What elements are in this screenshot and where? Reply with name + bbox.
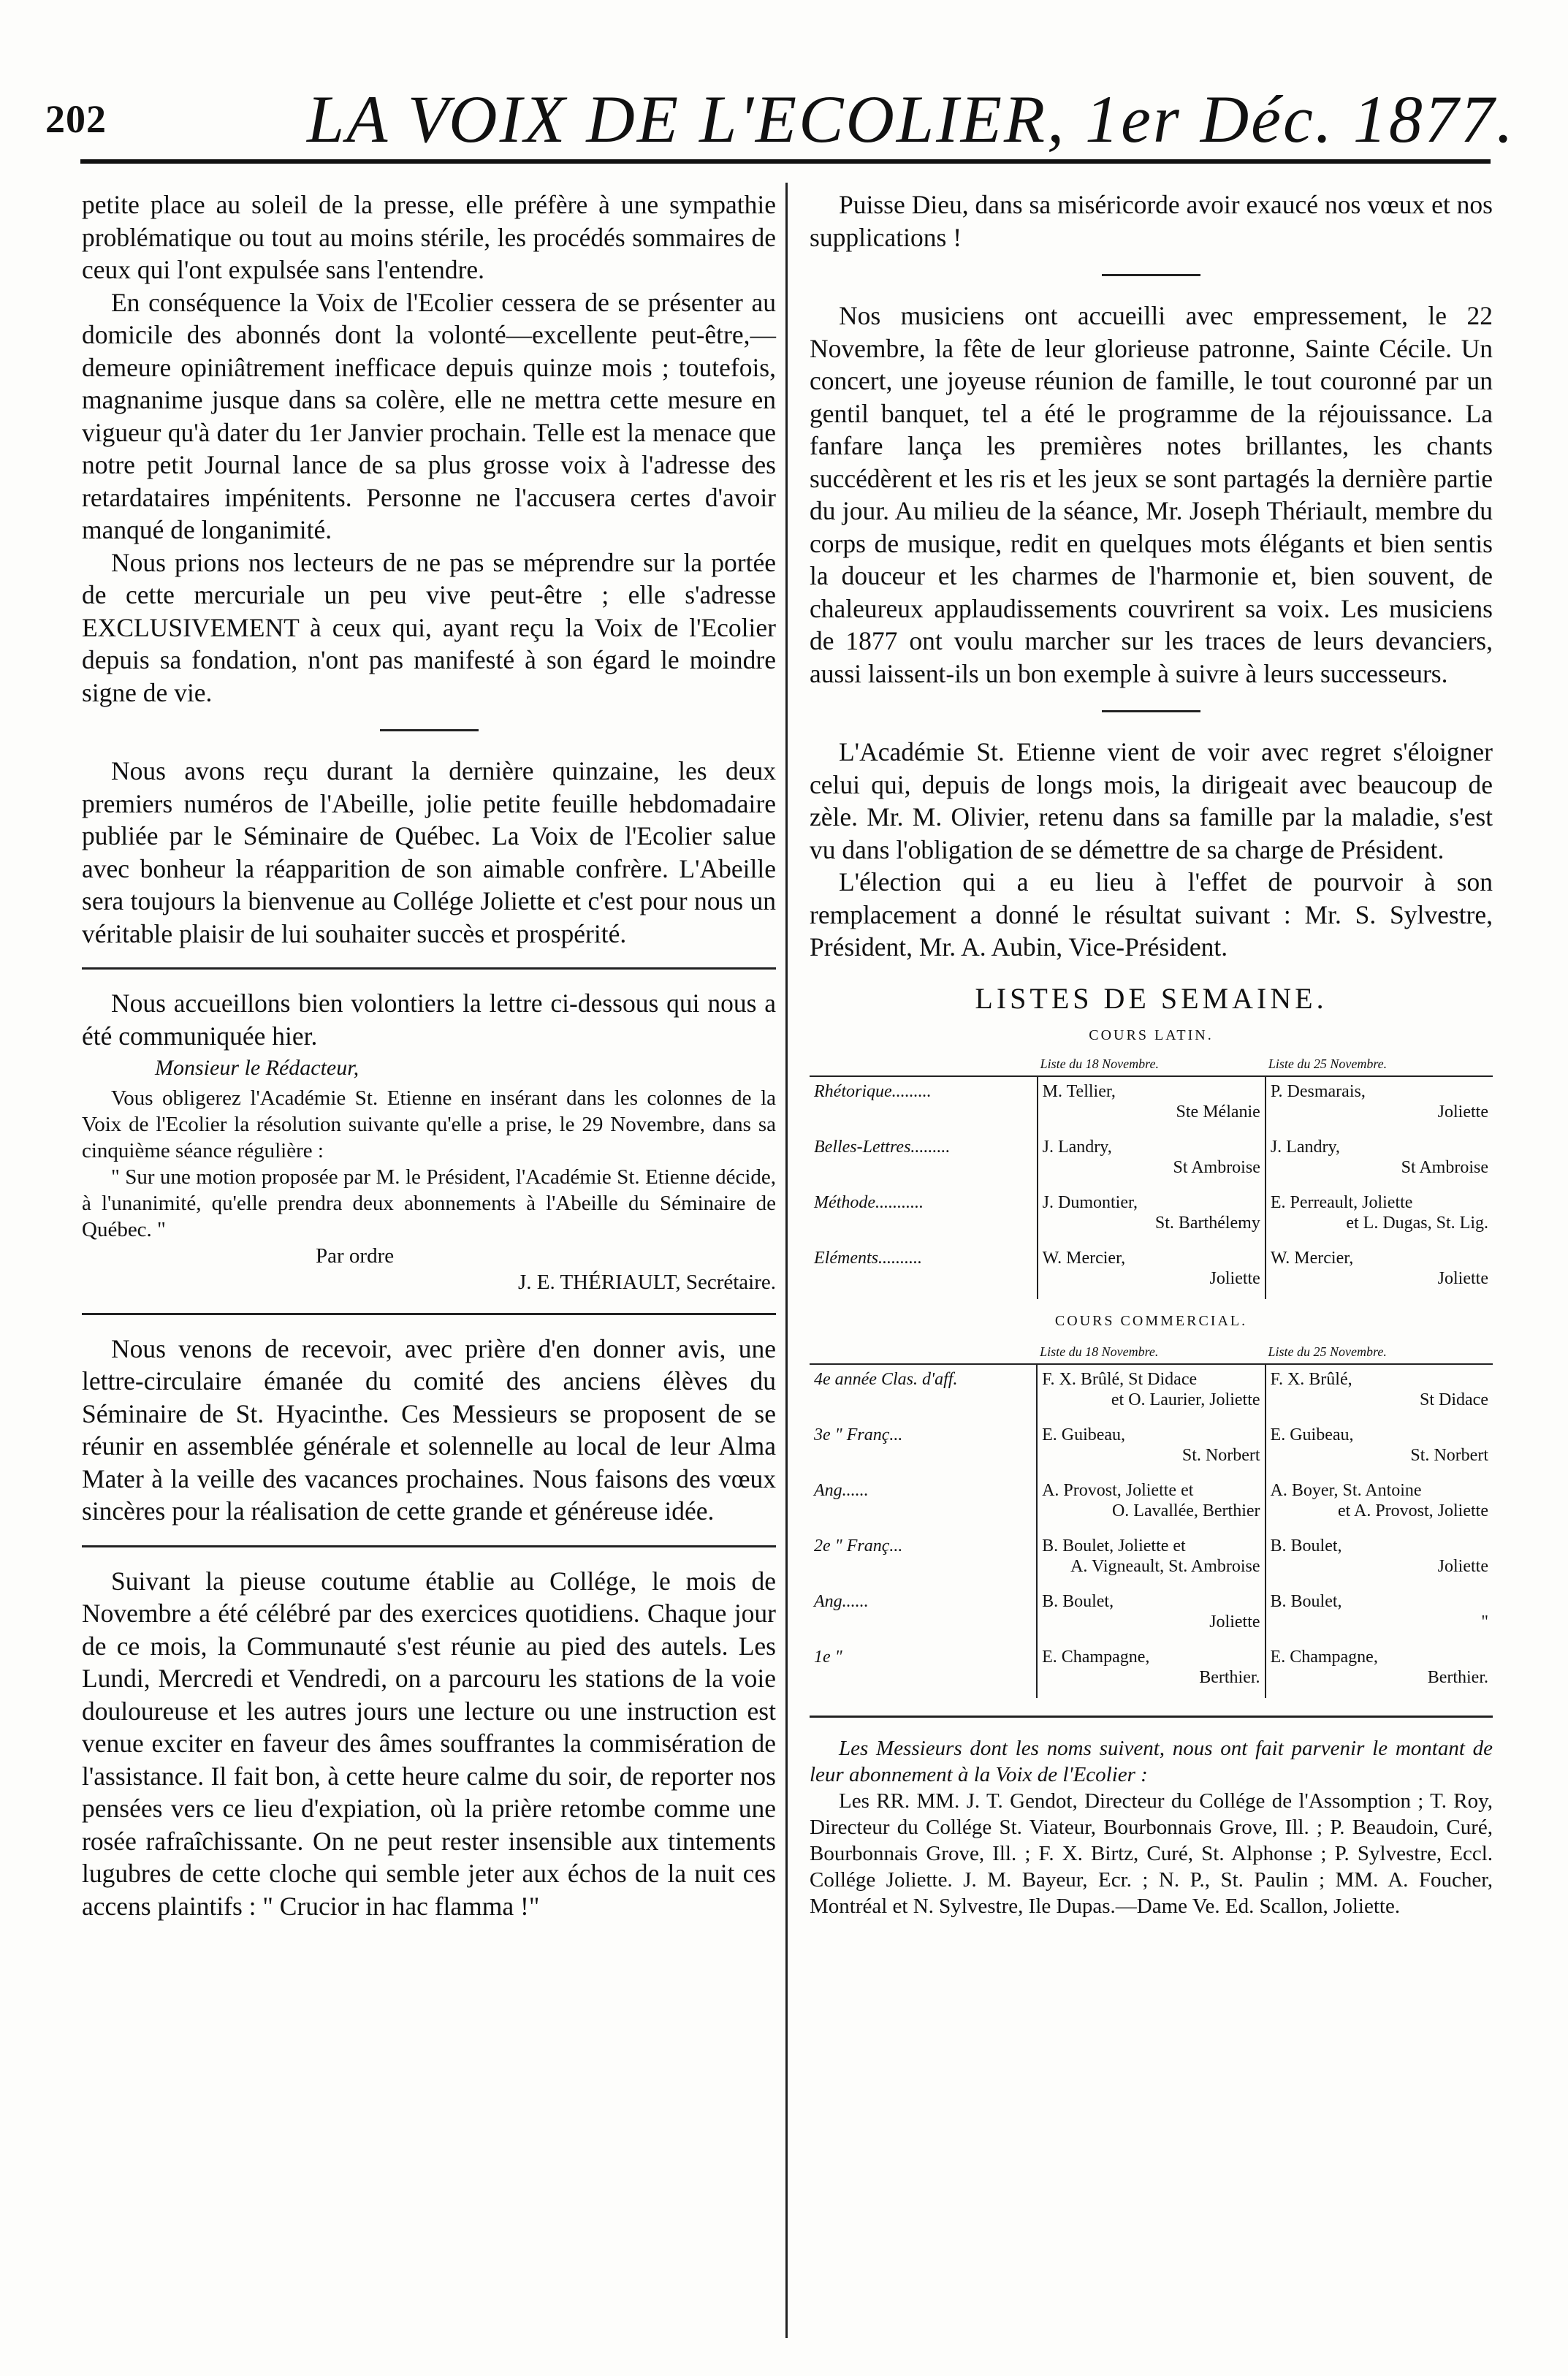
table-row (810, 1188, 1493, 1244)
student-name: E. Guibeau, (1042, 1425, 1126, 1444)
listes-title: LISTES DE SEMAINE. (975, 981, 1328, 1015)
table-header: Liste du 25 Novembre. (1266, 1340, 1493, 1364)
letter-signature: J. E. THÉRIAULT, Secrétaire. (517, 1270, 776, 1294)
table-row (810, 1642, 1493, 1698)
table-row (810, 1076, 1493, 1132)
article-text: Nos musiciens ont accueilli avec empressement, le 22 Novembre, la fête de leur glorieuse patronne, Sainte Cécile. Un concert, une joyeuse réunion de famille, le tout couronné par un gentil banquet, tel a été le programme de la réjouissance. La fanfare lança les premières notes brillantes, les chants succédèrent et les ris et les jeux se sont partagés la dernière partie du jour. Au milieu de la séance, Mr. Joseph Thériault, membre du corps de musique, redit en quelques mots élégants et bien sentis la douceur et les charmes de l'harmonie et, bien souvent, de chaleureux applaudissements couvrirent sa voix. Les musiciens de 1877 ont voulu marcher sur les traces de leurs devanciers, aussi laissent-ils un bon exemple à suivre à leurs successeurs. (810, 301, 1493, 688)
abonnement-intro: Les Messieurs dont les noms suivent, nous ont fait parvenir le montant de leur abonnement à la Voix de l'Ecolier : (810, 1737, 1493, 1786)
student-name: E. Guibeau, (1270, 1425, 1354, 1444)
table-row (810, 1531, 1493, 1587)
student-origin: O. Lavallée, Berthier (1111, 1501, 1260, 1520)
letter-salutation: Monsieur le Rédacteur, (155, 1056, 359, 1080)
student-name: W. Mercier, (1270, 1248, 1354, 1268)
student-name: E. Champagne, (1270, 1648, 1378, 1667)
table-cell-name (1037, 1531, 1265, 1587)
table-cell-category: 4e année Clas. d'aff. (814, 1370, 958, 1389)
table-cell-name (1037, 1476, 1265, 1531)
student-name: E. Champagne, (1042, 1648, 1150, 1667)
table-cell-name (1266, 1188, 1493, 1244)
table-cell-name (1266, 1076, 1493, 1132)
student-origin: St. Barthélemy (1154, 1213, 1260, 1233)
table-header-empty (810, 1052, 1038, 1076)
table-cell-category: Ang...... (814, 1592, 869, 1611)
letter-text: Vous obligerez l'Académie St. Etienne en insérant dans les colonnes de la Voix de l'Ecolier la résolution suivante qu'elle a prise, le 29 Novembre, dans sa cinquième séance régulière : (82, 1086, 776, 1162)
table-cell-name (1038, 1244, 1266, 1299)
article-text: Nous prions nos lecteurs de ne pas se méprendre sur la portée de cette mercuriale un peu vive peut-être ; elle s'adresse EXCLUSIVEMENT à ceux qui, ayant reçu la Voix de l'Ecolier depuis sa fondation, n'ont pas manifesté à son égard le moindre signe de vie. (82, 547, 776, 707)
table-cell-category: Ang...... (814, 1481, 869, 1500)
table-header: Liste du 18 Novembre. (1037, 1340, 1265, 1364)
left-column (82, 189, 776, 1922)
article-text: En conséquence la Voix de l'Ecolier cessera de se présenter au domicile des abonnés dont la volonté—excellente peut-être,—demeure opiniâtrement inefficace depuis quinze mois ; toutefois, magnanime jusque dans sa colère, elle ne mettra cette mesure en vigueur qu'à dater du 1er Janvier prochain. Telle est la menace que notre petit Journal lance de sa plus grosse voix à l'adresse des retardataires impénitents. Personne ne l'accusera certes d'avoir manqué de longanimité. (82, 287, 776, 544)
student-origin: Joliette (1437, 1557, 1488, 1576)
section-rule (810, 1716, 1493, 1718)
student-origin: St Ambroise (1173, 1157, 1260, 1177)
table-cell-category: 2e " Franç... (814, 1537, 903, 1556)
section-separator (380, 729, 479, 731)
article-text: L'élection qui a eu lieu à l'effet de pourvoir à son remplacement a donné le résultat suivant : Mr. S. Sylvestre, Président, Mr. A. Aubin, Vice-Président. (810, 867, 1493, 962)
table-cell-category: 3e " Franç... (814, 1425, 903, 1444)
student-name: J. Dumontier, (1042, 1192, 1138, 1212)
student-name: F. X. Brûlé, (1270, 1370, 1352, 1389)
right-column (810, 189, 1493, 1919)
section-separator (1102, 710, 1200, 712)
student-name: J. Landry, (1270, 1137, 1340, 1157)
section-rule (82, 1313, 776, 1315)
student-name: A. Boyer, St. Antoine (1270, 1481, 1422, 1500)
student-name: F. X. Brûlé, St Didace (1042, 1370, 1198, 1389)
student-origin: Berthier. (1427, 1668, 1488, 1687)
student-origin: St Didace (1420, 1390, 1488, 1409)
table-cell-name (1266, 1642, 1493, 1698)
article-text: Nous accueillons bien volontiers la lettre ci-dessous qui nous a été communiquée hier. (82, 989, 776, 1051)
student-name: W. Mercier, (1042, 1248, 1126, 1268)
student-origin: Joliette (1437, 1268, 1488, 1288)
table-cell-name (1037, 1587, 1265, 1642)
table-cell-name (1266, 1244, 1493, 1299)
table-row (810, 1244, 1493, 1299)
table-cell-name (1266, 1476, 1493, 1531)
table-header-empty (810, 1340, 1037, 1364)
student-origin: et O. Laurier, Joliette (1111, 1390, 1260, 1409)
column-divider (785, 183, 788, 2338)
table-cell-name (1266, 1132, 1493, 1188)
student-origin: St. Norbert (1410, 1446, 1488, 1465)
student-origin: Berthier. (1199, 1668, 1260, 1687)
student-origin: St. Norbert (1181, 1446, 1260, 1465)
student-origin: Joliette (1209, 1268, 1260, 1288)
article-text: Suivant la pieuse coutume établie au Collége, le mois de Novembre a été célébré par des exercices quotidiens. Chaque jour de ce mois, la Communauté s'est réunie au pied des autels. Les Lundi, Mercredi et Vendredi, on a parcouru les stations de la voie douloureuse et les autres jours une lecture ou une instruction est venue exciter en faveur des âmes souffrantes la commisération de l'assistance. Il fait bon, à cette heure calme du soir, de reporter nos pensées vers ce lieu d'expiation, où la prière retombe comme une rosée rafraîchissante. On ne peut rester insensible aux tintements lugubres de cette cloche qui semble jeter aux échos de la nuit ces accens plaintifs : " Crucior in hac flamma !" (82, 1566, 776, 1921)
student-origin: et A. Provost, Joliette (1338, 1501, 1488, 1520)
article-text: Nous avons reçu durant la dernière quinzaine, les deux premiers numéros de l'Abeille, jolie petite feuille hebdomadaire publiée par le Séminaire de Québec. La Voix de l'Ecolier salue avec bonheur la réapparition de son aimable confrère. L'Abeille sera toujours la bienvenue au Collége Joliette et c'est pour nous un véritable plaisir de lui souhaiter succès et prospérité. (82, 756, 776, 948)
student-name: P. Desmarais, (1270, 1081, 1366, 1101)
table-cell-category: 1e " (814, 1648, 842, 1667)
student-origin: St Ambroise (1401, 1157, 1488, 1177)
table-cell-category: Belles-Lettres......... (814, 1137, 951, 1157)
letter-text: " Sur une motion proposée par M. le Président, l'Académie St. Etienne décide, à l'unanimité, qu'elle prendra deux abonnements à l'Abeille du Séminaire de Québec. " (82, 1165, 776, 1241)
table-cell-category: Eléments.......... (814, 1248, 922, 1268)
table-cell-name (1266, 1587, 1493, 1642)
student-origin: Joliette (1437, 1102, 1488, 1122)
article-text: Puisse Dieu, dans sa miséricorde avoir exaucé nos vœux et nos supplications ! (810, 190, 1493, 252)
student-name: M. Tellier, (1042, 1081, 1116, 1101)
abonnement-list: Les RR. MM. J. T. Gendot, Directeur du Collége de l'Assomption ; T. Roy, Directeur du Collége St. Viateur, Bourbonnais Grove, Ill. ; P. Beaudoin, Curé, Bourbonnais Grove, Ill. ; F. X. Birtz, Curé, St. Alphonse ; P. Sylvestre, Eccl. Collége Joliette. J. M. Bayeur, Ecr. ; N. P., St. Paulin ; MM. A. Foucher, Montréal et N. Sylvestre, Ile Dupas.—Dame Ve. Ed. Scallon, Joliette. (810, 1789, 1493, 1918)
student-origin: " (1481, 1612, 1488, 1631)
article-text: Nous venons de recevoir, avec prière d'en donner avis, une lettre-circulaire émanée du comité des anciens élèves du Séminaire de St. Hyacinthe. Ces Messieurs se proposent de se réunir en assemblée générale et solennelle au local de leur Alma Mater à la veille des vacances prochaines. Nous faisons des vœux sincères pour la réalisation de cette grande et généreuse idée. (82, 1333, 776, 1526)
student-name: B. Boulet, Joliette et (1042, 1537, 1186, 1556)
table-row (810, 1364, 1493, 1420)
student-origin: Joliette (1209, 1612, 1260, 1631)
table-cell-name (1038, 1076, 1266, 1132)
commercial-heading: COURS COMMERCIAL. (1054, 1312, 1248, 1329)
table-cell-name (1038, 1188, 1266, 1244)
student-name: E. Perreault, Joliette (1270, 1192, 1413, 1212)
header-rule (80, 159, 1491, 164)
table-cell-name (1037, 1420, 1265, 1476)
letter-par-ordre: Par ordre (316, 1244, 395, 1268)
table-row (810, 1476, 1493, 1531)
student-origin: A. Vigneault, St. Ambroise (1070, 1557, 1260, 1576)
table-cell-name (1266, 1531, 1493, 1587)
section-rule (82, 967, 776, 970)
student-name: J. Landry, (1042, 1137, 1112, 1157)
latin-table (810, 1052, 1493, 1299)
page-number: 202 (45, 97, 107, 141)
table-cell-name (1037, 1642, 1265, 1698)
commercial-table (810, 1340, 1493, 1698)
table-cell-category: Méthode........... (814, 1192, 924, 1212)
table-cell-category: Rhétorique......... (814, 1081, 932, 1101)
table-cell-name (1038, 1132, 1266, 1188)
student-origin: et L. Dugas, St. Lig. (1346, 1213, 1488, 1233)
table-row (810, 1132, 1493, 1188)
latin-heading: COURS LATIN. (1089, 1027, 1214, 1043)
student-origin: Ste Mélanie (1176, 1102, 1260, 1122)
table-row (810, 1587, 1493, 1642)
student-name: B. Boulet, (1270, 1592, 1342, 1611)
table-cell-name (1037, 1364, 1265, 1420)
table-cell-name (1266, 1420, 1493, 1476)
table-cell-name (1266, 1364, 1493, 1420)
table-header: Liste du 18 Novembre. (1038, 1052, 1266, 1076)
article-text: petite place au soleil de la presse, elle préfère à une sympathie problématique ou tout au moins stérile, les procédés sommaires de ceux qui l'ont expulsée sans l'entendre. (82, 190, 776, 284)
table-header: Liste du 25 Novembre. (1266, 1052, 1493, 1076)
table-row (810, 1420, 1493, 1476)
student-name: B. Boulet, (1270, 1537, 1342, 1556)
section-rule (82, 1545, 776, 1547)
article-text: L'Académie St. Etienne vient de voir avec regret s'éloigner celui qui, depuis de longs mois, la dirigeait avec beaucoup de zèle. Mr. M. Olivier, retenu dans sa famille par la maladie, s'est vu dans l'obligation de se démettre de sa charge de Président. (810, 737, 1493, 864)
student-name: B. Boulet, (1042, 1592, 1114, 1611)
student-name: A. Provost, Joliette et (1042, 1481, 1194, 1500)
masthead-title: LA VOIX DE L'ECOLIER, 1er Déc. 1877. (307, 82, 1515, 156)
section-separator (1102, 274, 1200, 276)
